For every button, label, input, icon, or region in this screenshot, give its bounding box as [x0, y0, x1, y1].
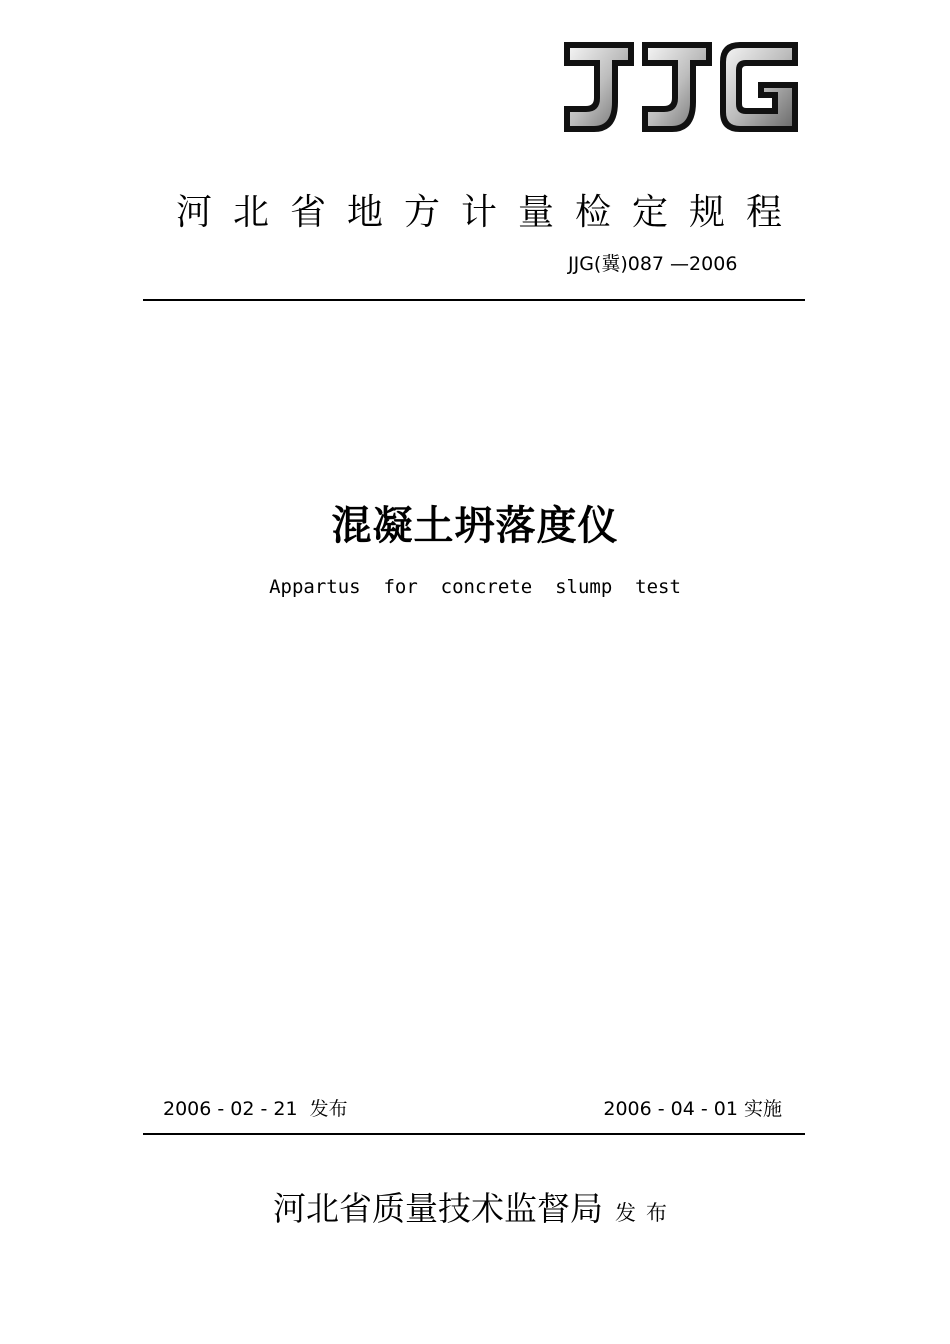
- bottom-divider: [143, 1133, 805, 1135]
- title-english: Appartus for concrete slump test: [269, 576, 681, 598]
- series-title: 河北省地方计量检定规程: [176, 192, 804, 233]
- jjg-logo: [560, 40, 800, 136]
- standard-number: JJG(冀)087 —2006: [568, 253, 738, 275]
- implement-date-line: [603, 1095, 782, 1123]
- title-chinese: 混凝土坍落度仪: [331, 503, 619, 549]
- publisher-name: 河北省质量技术监督局: [273, 1189, 603, 1228]
- top-divider: [143, 299, 805, 301]
- implement-label: 实施: [743, 1098, 782, 1120]
- issue-date: 2006 - 02 - 21: [163, 1098, 298, 1120]
- publisher-action: 发布: [615, 1201, 677, 1225]
- publisher-line: [0, 1186, 950, 1232]
- logo-letter-g: [720, 42, 798, 132]
- implement-date: 2006 - 04 - 01: [603, 1098, 738, 1120]
- logo-letter-j1: [564, 42, 634, 132]
- issue-date-line: [163, 1095, 348, 1123]
- logo-letter-j2: [642, 42, 712, 132]
- issue-label: 发布: [309, 1098, 348, 1120]
